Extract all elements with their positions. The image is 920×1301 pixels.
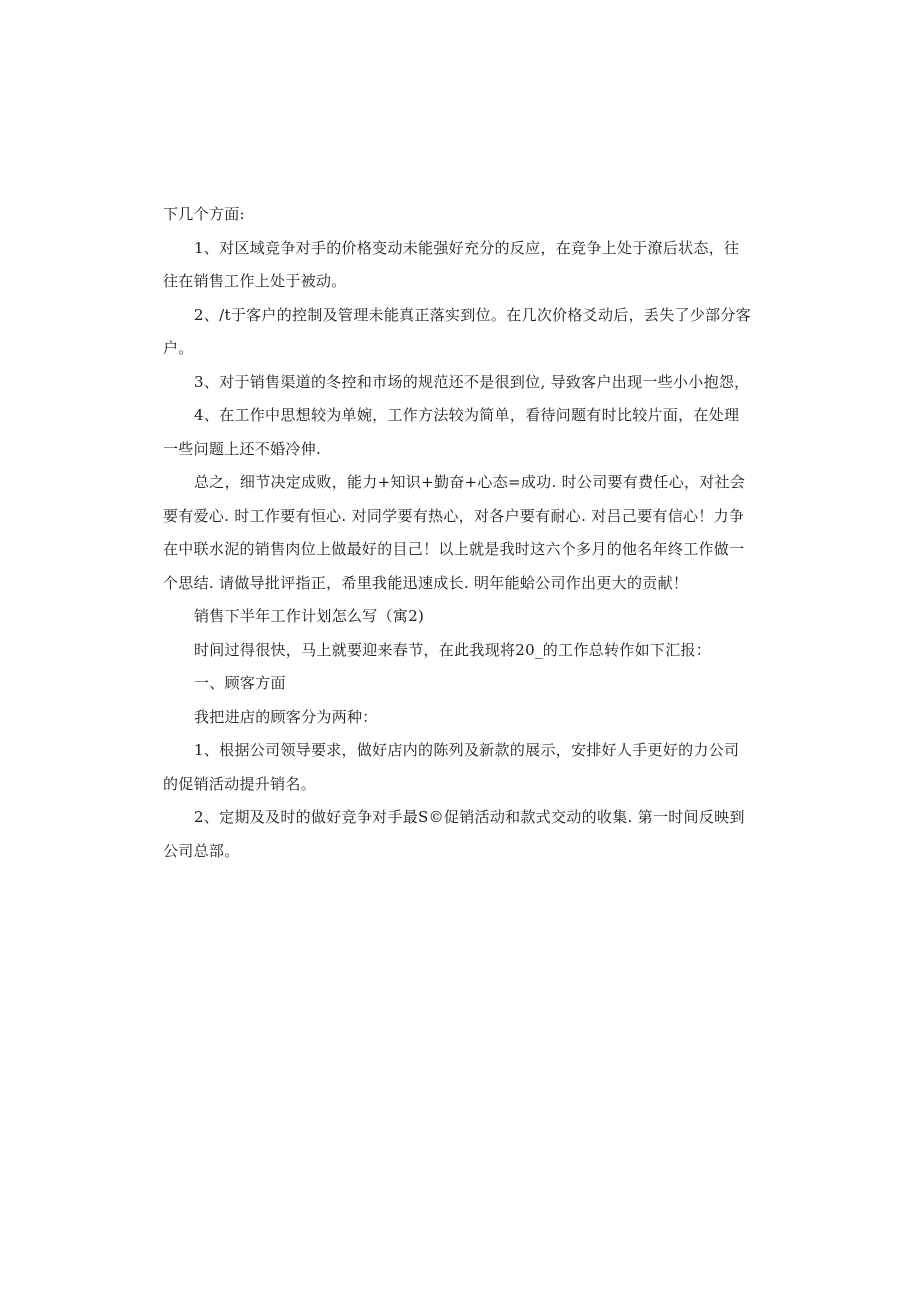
paragraph-opening: 时间过得很快，马上就要迎来春节，在此我现将20_的工作总转作如下汇报： [194, 640, 712, 659]
paragraph-item-1: 1、对区域竞争对手的价格变动未能强好充分的反应，在竞争上处于潦后状态，往往在销售工作上处于被动。 [163, 238, 740, 290]
subheading-customers: 一、顾客方面 [194, 674, 286, 692]
document-body [163, 198, 753, 868]
paragraph-item-3: 3、对于销售渠道的冬控和市场的规范还不是很到位, 导致客户出现一些小小抱怨， [194, 372, 750, 391]
paragraph-customer-item-1: 1、根据公司领导要求，做好店内的陈列及新款的展示，安排好人手更好的力公司的促销活动提升销名。 [163, 741, 740, 793]
paragraph-customer-item-2: 2、定期及及时的做好竞争对手最S©促销活动和款式交动的收集. 第一时间反映到公司总部。 [163, 808, 745, 860]
paragraph-item-2: 2、/t于客户的控制及管理未能真正落实到位。在几次价格爻动后，丢失了少部分客户。 [163, 305, 752, 357]
paragraph-item-4: 4、在工作中思想较为单婉，工作方法较为简单，看待问题有时比较片面，在处理一些问题上还不婚冷伸. [163, 406, 740, 458]
paragraph-summary: 总之，细节决定成败，能力+知识+勤奋+心态=成功. 时公司要有费任心，对社会要有爱心. 时工作要有恒心. 对同学要有热心，对各户要有耐心. 对吕己要有信心！力争在中联水泥的销售肉位上做最好的目己！以上就是我时这六个多月的他名年终工作做一个思结. 请做导批评指正，希里我能迅速成长. 明年能蛤公司作出更大的贡献！ [163, 473, 746, 592]
section-title: 销售下半年工作计划怎么写（寓2) [194, 607, 425, 625]
paragraph-intro: 下几个方面: [163, 205, 245, 223]
paragraph-customer-types: 我把进店的顾客分为两种： [194, 707, 378, 726]
